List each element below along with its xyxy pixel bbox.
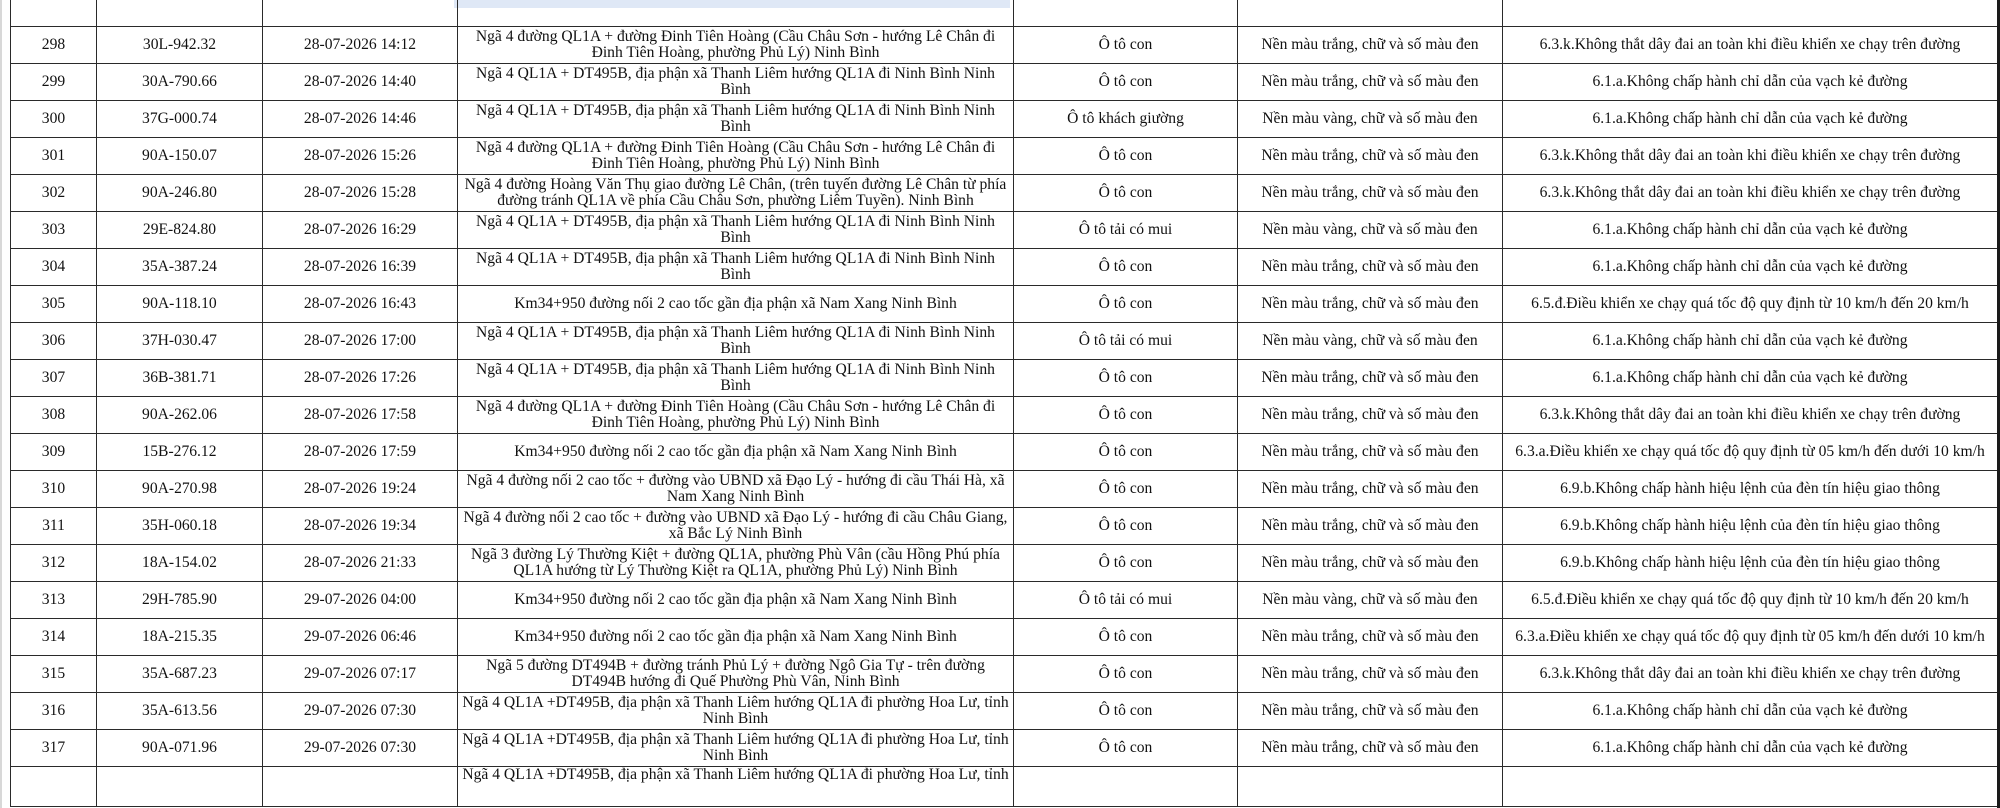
violations-table-body <box>11 0 1998 807</box>
cell-time[interactable]: 28-07-2026 16:29 <box>263 212 458 249</box>
cell-location[interactable]: Km34+950 đường nối 2 cao tốc gần địa phận xã Nam Xang Ninh Bình <box>458 619 1014 656</box>
cell-stt[interactable]: 312 <box>11 545 97 582</box>
table-row <box>11 582 1998 619</box>
cell-plate[interactable]: 35A-387.24 <box>97 249 263 286</box>
cell-violation[interactable]: 6.3.a.Điều khiển xe chạy quá tốc độ quy định từ 05 km/h đến dưới 10 km/h <box>1503 619 1998 656</box>
cell-location[interactable]: Ngã 4 QL1A + DT495B, địa phận xã Thanh Liêm hướng QL1A đi Ninh Bình Ninh Bình <box>458 101 1014 138</box>
cell-stt[interactable]: 305 <box>11 286 97 323</box>
cell-stt[interactable] <box>11 0 97 27</box>
cell-plate-type[interactable]: Nền màu trắng, chữ và số màu đen <box>1238 545 1503 582</box>
cell-time[interactable] <box>263 0 458 27</box>
cell-vehicle[interactable]: Ô tô con <box>1014 360 1238 397</box>
cell-location[interactable]: Ngã 4 đường nối 2 cao tốc + đường vào UBND xã Đạo Lý - hướng đi cầu Thái Hà, xã Nam Xang Ninh Bình <box>458 471 1014 508</box>
cell-plate-type[interactable]: Nền màu vàng, chữ và số màu đen <box>1238 101 1503 138</box>
cell-location[interactable] <box>458 0 1014 27</box>
violations-table <box>10 0 1998 807</box>
cell-vehicle[interactable]: Ô tô con <box>1014 471 1238 508</box>
cell-location[interactable]: Ngã 4 QL1A +DT495B, địa phận xã Thanh Liêm hướng QL1A đi phường Hoa Lư, tỉnh Ninh Bình <box>458 693 1014 730</box>
cell-location[interactable]: Ngã 4 QL1A + DT495B, địa phận xã Thanh Liêm hướng QL1A đi Ninh Bình Ninh Bình <box>458 212 1014 249</box>
cell-violation[interactable] <box>1503 767 1998 807</box>
table-row <box>11 64 1998 101</box>
table-row <box>11 249 1998 286</box>
cell-stt[interactable]: 315 <box>11 656 97 693</box>
cell-plate[interactable]: 36B-381.71 <box>97 360 263 397</box>
cell-time[interactable]: 29-07-2026 07:30 <box>263 693 458 730</box>
table-row <box>11 397 1998 434</box>
cell-violation[interactable]: 6.3.a.Điều khiển xe chạy quá tốc độ quy định từ 05 km/h đến dưới 10 km/h <box>1503 434 1998 471</box>
cell-location[interactable]: Ngã 4 đường QL1A + đường Đinh Tiên Hoàng (Cầu Châu Sơn - hướng Lê Chân đi Đinh Tiên Hoàng, phường Phủ Lý) Ninh Bình <box>458 397 1014 434</box>
cell-violation[interactable]: 6.1.a.Không chấp hành chỉ dẫn của vạch kẻ đường <box>1503 730 1998 767</box>
table-row-partial-bottom <box>11 767 1998 807</box>
cell-time[interactable]: 29-07-2026 07:30 <box>263 730 458 767</box>
cell-location[interactable]: Ngã 5 đường DT494B + đường tránh Phủ Lý + đường Ngô Gia Tự - trên đường DT494B hướng đi Quế Phường Phù Vân, Ninh Bình <box>458 656 1014 693</box>
cell-plate-type[interactable]: Nền màu trắng, chữ và số màu đen <box>1238 730 1503 767</box>
cell-stt[interactable]: 299 <box>11 64 97 101</box>
cell-location[interactable]: Ngã 3 đường Lý Thường Kiệt + đường QL1A, phường Phù Vân (cầu Hồng Phú phía QL1A hướng từ Lý Thường Kiệt ra QL1A, phường Phủ Lý) Ninh Bình <box>458 545 1014 582</box>
cell-violation[interactable]: 6.1.a.Không chấp hành chỉ dẫn của vạch kẻ đường <box>1503 64 1998 101</box>
cell-violation[interactable]: 6.9.b.Không chấp hành hiệu lệnh của đèn tín hiệu giao thông <box>1503 508 1998 545</box>
cell-violation[interactable]: 6.9.b.Không chấp hành hiệu lệnh của đèn tín hiệu giao thông <box>1503 471 1998 508</box>
cell-violation[interactable]: 6.3.k.Không thắt dây đai an toàn khi điều khiển xe chạy trên đường <box>1503 656 1998 693</box>
cell-plate-type[interactable]: Nền màu vàng, chữ và số màu đen <box>1238 323 1503 360</box>
cell-location[interactable]: Km34+950 đường nối 2 cao tốc gần địa phận xã Nam Xang Ninh Bình <box>458 582 1014 619</box>
cell-plate-type[interactable]: Nền màu trắng, chữ và số màu đen <box>1238 397 1503 434</box>
table-row <box>11 619 1998 656</box>
cell-plate-type[interactable]: Nền màu trắng, chữ và số màu đen <box>1238 249 1503 286</box>
cell-vehicle[interactable]: Ô tô con <box>1014 508 1238 545</box>
table-row <box>11 508 1998 545</box>
cell-location[interactable]: Ngã 4 QL1A +DT495B, địa phận xã Thanh Liêm hướng QL1A đi phường Hoa Lư, tỉnh Ninh Bình <box>458 730 1014 767</box>
cell-vehicle[interactable]: Ô tô con <box>1014 249 1238 286</box>
cell-time[interactable]: 28-07-2026 17:59 <box>263 434 458 471</box>
cell-stt[interactable]: 303 <box>11 212 97 249</box>
cell-plate-type[interactable]: Nền màu trắng, chữ và số màu đen <box>1238 138 1503 175</box>
cell-stt[interactable]: 317 <box>11 730 97 767</box>
cell-plate[interactable]: 15B-276.12 <box>97 434 263 471</box>
cell-stt[interactable]: 306 <box>11 323 97 360</box>
cell-violation[interactable]: 6.1.a.Không chấp hành chỉ dẫn của vạch kẻ đường <box>1503 323 1998 360</box>
cell-plate[interactable]: 90A-262.06 <box>97 397 263 434</box>
cell-plate[interactable]: 35H-060.18 <box>97 508 263 545</box>
cell-time[interactable]: 29-07-2026 07:17 <box>263 656 458 693</box>
cell-location[interactable]: Ngã 4 đường QL1A + đường Đinh Tiên Hoàng (Cầu Châu Sơn - hướng Lê Chân đi Đinh Tiên Hoàng, phường Phủ Lý) Ninh Bình <box>458 27 1014 64</box>
cell-plate-type[interactable]: Nền màu trắng, chữ và số màu đen <box>1238 656 1503 693</box>
cell-vehicle[interactable]: Ô tô tải có mui <box>1014 323 1238 360</box>
table-row <box>11 286 1998 323</box>
cell-stt[interactable]: 311 <box>11 508 97 545</box>
cell-stt[interactable]: 316 <box>11 693 97 730</box>
cell-time[interactable]: 29-07-2026 04:00 <box>263 582 458 619</box>
table-row <box>11 360 1998 397</box>
cell-plate[interactable]: 90A-150.07 <box>97 138 263 175</box>
cell-plate[interactable]: 35A-613.56 <box>97 693 263 730</box>
cell-plate[interactable]: 90A-270.98 <box>97 471 263 508</box>
cell-violation[interactable]: 6.3.k.Không thắt dây đai an toàn khi điều khiển xe chạy trên đường <box>1503 138 1998 175</box>
cell-stt[interactable]: 314 <box>11 619 97 656</box>
cell-time[interactable]: 28-07-2026 16:39 <box>263 249 458 286</box>
cell-plate[interactable]: 18A-154.02 <box>97 545 263 582</box>
cell-location[interactable]: Ngã 4 đường nối 2 cao tốc + đường vào UBND xã Đạo Lý - hướng đi cầu Châu Giang, xã Bắc Lý Ninh Bình <box>458 508 1014 545</box>
cell-vehicle[interactable]: Ô tô con <box>1014 27 1238 64</box>
cell-plate-type[interactable]: Nền màu trắng, chữ và số màu đen <box>1238 619 1503 656</box>
cell-vehicle[interactable] <box>1014 767 1238 807</box>
cell-location[interactable]: Ngã 4 đường Hoàng Văn Thụ giao đường Lê Chân, (trên tuyến đường Lê Chân từ phía đường tránh QL1A về phía Cầu Châu Sơn, phường Liêm Tuyền). Ninh Bình <box>458 175 1014 212</box>
cell-vehicle[interactable]: Ô tô con <box>1014 397 1238 434</box>
cell-stt[interactable]: 302 <box>11 175 97 212</box>
cell-vehicle[interactable] <box>1014 0 1238 27</box>
cell-stt[interactable]: 298 <box>11 27 97 64</box>
cell-violation[interactable]: 6.3.k.Không thắt dây đai an toàn khi điều khiển xe chạy trên đường <box>1503 397 1998 434</box>
cell-plate[interactable]: 37H-030.47 <box>97 323 263 360</box>
cell-violation[interactable]: 6.3.k.Không thắt dây đai an toàn khi điều khiển xe chạy trên đường <box>1503 175 1998 212</box>
cell-stt[interactable] <box>11 767 97 807</box>
cell-location[interactable]: Ngã 4 QL1A + DT495B, địa phận xã Thanh Liêm hướng QL1A đi Ninh Bình Ninh Bình <box>458 249 1014 286</box>
cell-plate-type[interactable]: Nền màu trắng, chữ và số màu đen <box>1238 360 1503 397</box>
cell-time[interactable]: 28-07-2026 15:26 <box>263 138 458 175</box>
cell-stt[interactable]: 301 <box>11 138 97 175</box>
cell-plate-type[interactable]: Nền màu vàng, chữ và số màu đen <box>1238 212 1503 249</box>
cell-vehicle[interactable]: Ô tô con <box>1014 545 1238 582</box>
cell-location[interactable]: Km34+950 đường nối 2 cao tốc gần địa phận xã Nam Xang Ninh Bình <box>458 286 1014 323</box>
cell-plate[interactable]: 29H-785.90 <box>97 582 263 619</box>
cell-time[interactable]: 28-07-2026 14:12 <box>263 27 458 64</box>
table-row <box>11 27 1998 64</box>
cell-stt[interactable]: 313 <box>11 582 97 619</box>
table-row <box>11 323 1998 360</box>
cell-plate-type[interactable]: Nền màu trắng, chữ và số màu đen <box>1238 434 1503 471</box>
cell-time[interactable]: 28-07-2026 15:28 <box>263 175 458 212</box>
cell-plate[interactable]: 30L-942.32 <box>97 27 263 64</box>
table-row <box>11 471 1998 508</box>
cell-plate-type[interactable] <box>1238 0 1503 27</box>
table-row <box>11 656 1998 693</box>
cell-stt[interactable]: 308 <box>11 397 97 434</box>
cell-stt[interactable]: 309 <box>11 434 97 471</box>
cell-time[interactable]: 28-07-2026 14:40 <box>263 64 458 101</box>
cell-plate-type[interactable]: Nền màu trắng, chữ và số màu đen <box>1238 693 1503 730</box>
cell-vehicle[interactable]: Ô tô khách giường <box>1014 101 1238 138</box>
cell-plate-type[interactable]: Nền màu vàng, chữ và số màu đen <box>1238 582 1503 619</box>
cell-plate[interactable]: 29E-824.80 <box>97 212 263 249</box>
cell-vehicle[interactable]: Ô tô con <box>1014 619 1238 656</box>
cell-plate[interactable]: 37G-000.74 <box>97 101 263 138</box>
cell-plate-type[interactable] <box>1238 767 1503 807</box>
cell-stt[interactable]: 300 <box>11 101 97 138</box>
cell-time[interactable]: 28-07-2026 19:24 <box>263 471 458 508</box>
cell-violation[interactable]: 6.1.a.Không chấp hành chỉ dẫn của vạch kẻ đường <box>1503 249 1998 286</box>
cell-time[interactable]: 28-07-2026 21:33 <box>263 545 458 582</box>
cell-violation[interactable]: 6.1.a.Không chấp hành chỉ dẫn của vạch kẻ đường <box>1503 693 1998 730</box>
cell-location[interactable]: Ngã 4 QL1A +DT495B, địa phận xã Thanh Liêm hướng QL1A đi phường Hoa Lư, tỉnh <box>458 767 1014 807</box>
cell-time[interactable] <box>263 767 458 807</box>
cell-plate-type[interactable]: Nền màu trắng, chữ và số màu đen <box>1238 27 1503 64</box>
cell-vehicle[interactable]: Ô tô tải có mui <box>1014 212 1238 249</box>
table-row <box>11 175 1998 212</box>
cell-plate[interactable]: 90A-071.96 <box>97 730 263 767</box>
cell-violation[interactable]: 6.1.a.Không chấp hành chỉ dẫn của vạch kẻ đường <box>1503 101 1998 138</box>
table-row-partial-top <box>11 0 1998 27</box>
cell-violation[interactable] <box>1503 0 1998 27</box>
cell-stt[interactable]: 310 <box>11 471 97 508</box>
cell-plate-type[interactable]: Nền màu trắng, chữ và số màu đen <box>1238 508 1503 545</box>
table-row <box>11 101 1998 138</box>
cell-vehicle[interactable]: Ô tô tải có mui <box>1014 582 1238 619</box>
cell-time[interactable]: 28-07-2026 17:26 <box>263 360 458 397</box>
table-row <box>11 693 1998 730</box>
cell-stt[interactable]: 307 <box>11 360 97 397</box>
cell-plate[interactable]: 18A-215.35 <box>97 619 263 656</box>
cell-stt[interactable]: 304 <box>11 249 97 286</box>
cell-location[interactable]: Ngã 4 QL1A + DT495B, địa phận xã Thanh Liêm hướng QL1A đi Ninh Bình Ninh Bình <box>458 64 1014 101</box>
cell-time[interactable]: 28-07-2026 17:58 <box>263 397 458 434</box>
cell-plate[interactable]: 35A-687.23 <box>97 656 263 693</box>
cell-violation[interactable]: 6.1.a.Không chấp hành chỉ dẫn của vạch kẻ đường <box>1503 360 1998 397</box>
cell-plate-type[interactable]: Nền màu trắng, chữ và số màu đen <box>1238 286 1503 323</box>
cell-violation[interactable]: 6.9.b.Không chấp hành hiệu lệnh của đèn tín hiệu giao thông <box>1503 545 1998 582</box>
cell-location[interactable]: Ngã 4 đường QL1A + đường Đinh Tiên Hoàng (Cầu Châu Sơn - hướng Lê Chân đi Đinh Tiên Hoàng, phường Phủ Lý) Ninh Bình <box>458 138 1014 175</box>
cell-time[interactable]: 28-07-2026 16:43 <box>263 286 458 323</box>
cell-vehicle[interactable]: Ô tô con <box>1014 730 1238 767</box>
cell-vehicle[interactable]: Ô tô con <box>1014 64 1238 101</box>
cell-plate[interactable]: 90A-246.80 <box>97 175 263 212</box>
cell-plate-type[interactable]: Nền màu trắng, chữ và số màu đen <box>1238 175 1503 212</box>
cell-location[interactable]: Km34+950 đường nối 2 cao tốc gần địa phận xã Nam Xang Ninh Bình <box>458 434 1014 471</box>
cell-vehicle[interactable]: Ô tô con <box>1014 175 1238 212</box>
cell-vehicle[interactable]: Ô tô con <box>1014 656 1238 693</box>
cell-vehicle[interactable]: Ô tô con <box>1014 286 1238 323</box>
cell-time[interactable]: 28-07-2026 17:00 <box>263 323 458 360</box>
table-row <box>11 138 1998 175</box>
cell-plate[interactable] <box>97 767 263 807</box>
cell-vehicle[interactable]: Ô tô con <box>1014 434 1238 471</box>
cell-violation[interactable]: 6.3.k.Không thắt dây đai an toàn khi điều khiển xe chạy trên đường <box>1503 27 1998 64</box>
cell-violation[interactable]: 6.1.a.Không chấp hành chỉ dẫn của vạch kẻ đường <box>1503 212 1998 249</box>
cell-plate-type[interactable]: Nền màu trắng, chữ và số màu đen <box>1238 64 1503 101</box>
table-row <box>11 730 1998 767</box>
cell-plate-type[interactable]: Nền màu trắng, chữ và số màu đen <box>1238 471 1503 508</box>
cell-time[interactable]: 28-07-2026 19:34 <box>263 508 458 545</box>
cell-location[interactable]: Ngã 4 QL1A + DT495B, địa phận xã Thanh Liêm hướng QL1A đi Ninh Bình Ninh Bình <box>458 360 1014 397</box>
cell-plate[interactable]: 90A-118.10 <box>97 286 263 323</box>
cell-plate[interactable] <box>97 0 263 27</box>
cell-violation[interactable]: 6.5.đ.Điều khiển xe chạy quá tốc độ quy định từ 10 km/h đến 20 km/h <box>1503 582 1998 619</box>
table-row <box>11 212 1998 249</box>
table-row <box>11 434 1998 471</box>
cell-time[interactable]: 29-07-2026 06:46 <box>263 619 458 656</box>
cell-violation[interactable]: 6.5.đ.Điều khiển xe chạy quá tốc độ quy định từ 10 km/h đến 20 km/h <box>1503 286 1998 323</box>
cell-vehicle[interactable]: Ô tô con <box>1014 693 1238 730</box>
cell-time[interactable]: 28-07-2026 14:46 <box>263 101 458 138</box>
table-row <box>11 545 1998 582</box>
cell-vehicle[interactable]: Ô tô con <box>1014 138 1238 175</box>
cell-location[interactable]: Ngã 4 QL1A + DT495B, địa phận xã Thanh Liêm hướng QL1A đi Ninh Bình Ninh Bình <box>458 323 1014 360</box>
cell-plate[interactable]: 30A-790.66 <box>97 64 263 101</box>
